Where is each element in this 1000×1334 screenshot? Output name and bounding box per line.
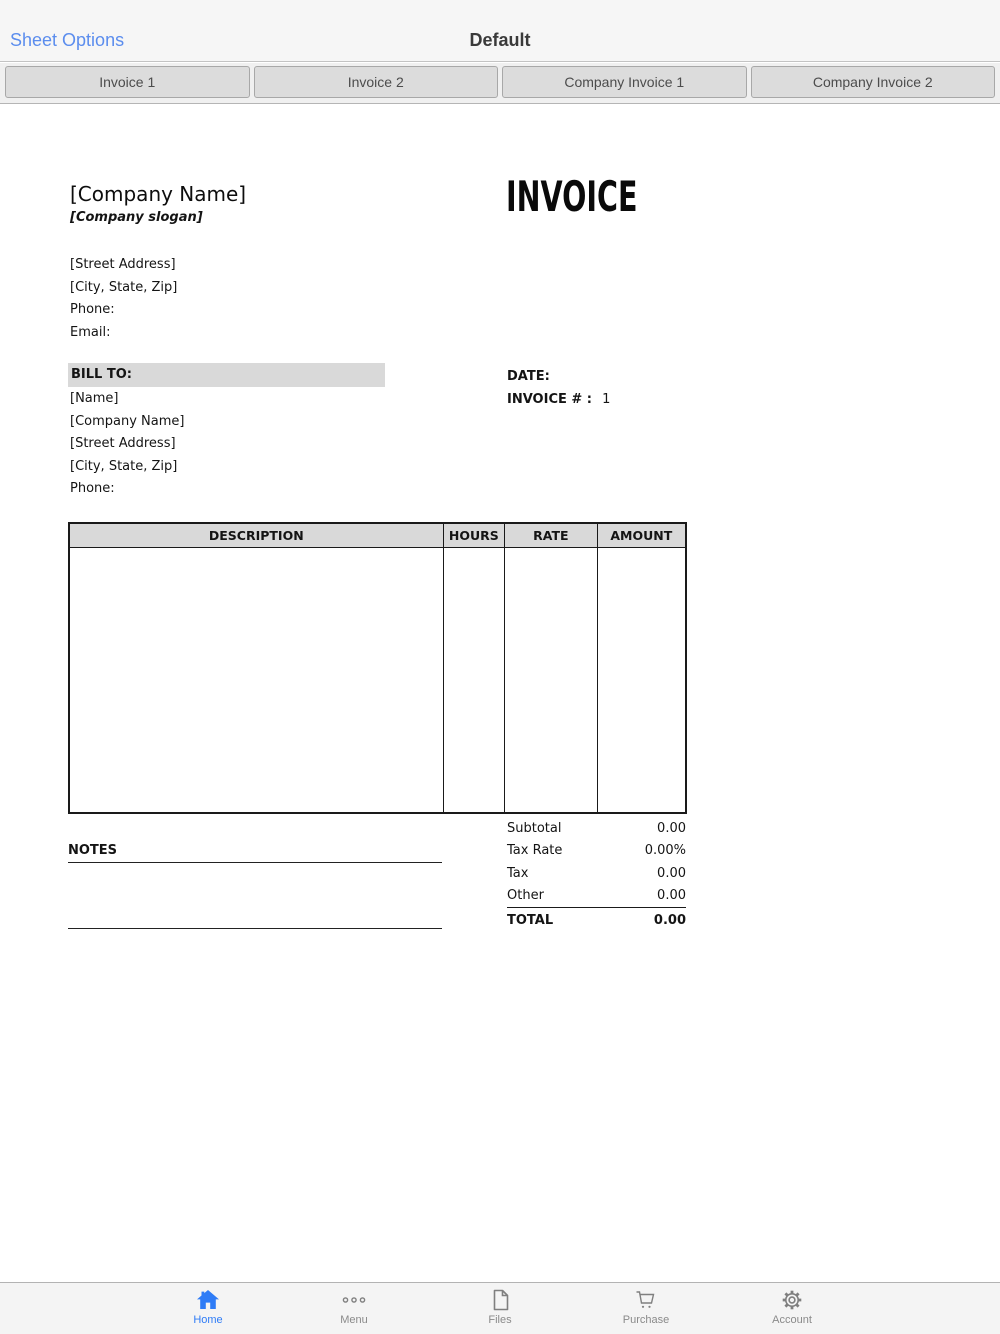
column-header-amount: AMOUNT [597, 524, 685, 547]
top-navbar [0, 0, 1000, 62]
tax-value: 0.00 [657, 865, 686, 881]
invoice-number-value: 1 [602, 391, 611, 407]
tab-home-label: Home [193, 1314, 223, 1326]
invoice-title: INVOICE [506, 172, 638, 221]
hours-cell-empty [443, 548, 505, 812]
grand-total-row [507, 908, 686, 932]
invoice-meta-block [507, 366, 610, 411]
subtotal-row [507, 817, 686, 840]
column-header-description: DESCRIPTION [208, 528, 304, 543]
bill-to-company: [Company Name] [70, 413, 185, 429]
tab-files-label: Files [488, 1314, 512, 1326]
tab-menu[interactable] [281, 1283, 427, 1334]
date-label: DATE: [507, 369, 550, 384]
column-header-rate: RATE [504, 524, 596, 547]
document-icon [487, 1287, 513, 1313]
bill-to-name: [Name] [70, 391, 119, 406]
other-label: Other [507, 888, 544, 904]
sheet-tab-invoice-2[interactable]: Invoice 2 [254, 66, 499, 98]
bill-to-header: BILL TO: [68, 363, 385, 387]
sheet-options-button[interactable]: Sheet Options [10, 25, 124, 55]
line-items-body [70, 548, 685, 812]
rate-cell-empty [504, 548, 596, 812]
tab-purchase[interactable] [573, 1283, 719, 1334]
tab-menu-label: Menu [340, 1314, 368, 1326]
notes-header: NOTES [68, 843, 442, 863]
bill-to-street: [Street Address] [70, 436, 176, 451]
tax-rate-row [507, 840, 686, 863]
line-items-header-row [70, 524, 685, 548]
tax-label: Tax [507, 865, 529, 881]
amount-cell-empty [597, 548, 685, 812]
invoice-number-label: INVOICE # : [507, 391, 593, 407]
bottom-tab-bar [0, 1282, 1000, 1334]
sheet-tab-company-invoice-2[interactable]: Company Invoice 2 [751, 66, 996, 98]
other-row [507, 885, 686, 909]
bill-to-block [70, 388, 184, 501]
bill-to-city-state-zip: [City, State, Zip] [70, 458, 178, 474]
description-cell-empty [70, 548, 443, 812]
date-row [507, 366, 610, 389]
tax-rate-value: 0.00% [644, 843, 686, 859]
grand-total-value: 0.00 [653, 912, 686, 928]
tab-home[interactable] [135, 1283, 281, 1334]
company-slogan: [Company slogan] [70, 210, 203, 225]
shopping-cart-icon [633, 1287, 659, 1313]
company-email: Email: [70, 324, 111, 340]
invoice-document-preview[interactable] [0, 105, 1000, 1282]
other-value: 0.00 [657, 888, 686, 904]
tab-account-label: Account [772, 1314, 812, 1326]
bill-to-phone: Phone: [70, 481, 115, 496]
tab-account[interactable] [719, 1283, 865, 1334]
tax-rate-label: Tax Rate [507, 843, 563, 859]
menu-dots-icon [341, 1287, 367, 1313]
page-title: Default [469, 30, 531, 50]
grand-total-label: TOTAL [507, 912, 554, 928]
company-name: [Company Name] [70, 182, 247, 206]
company-city-state-zip: [City, State, Zip] [70, 279, 178, 295]
gear-icon [779, 1287, 805, 1313]
notes-underline [68, 928, 442, 929]
line-items-table [68, 522, 687, 814]
tab-files[interactable] [427, 1283, 573, 1334]
sheet-tab-company-invoice-1[interactable]: Company Invoice 1 [502, 66, 747, 98]
tax-row [507, 862, 686, 885]
sheet-tab-invoice-1[interactable]: Invoice 1 [5, 66, 250, 98]
totals-block [507, 817, 686, 932]
sheet-tab-strip [0, 63, 1000, 104]
subtotal-label: Subtotal [507, 820, 562, 836]
home-icon [195, 1287, 221, 1313]
company-street: [Street Address] [70, 257, 176, 272]
column-header-hours: HOURS [443, 524, 505, 547]
company-address-block [70, 254, 177, 344]
subtotal-value: 0.00 [657, 820, 686, 836]
tab-purchase-label: Purchase [622, 1314, 670, 1326]
company-phone: Phone: [70, 302, 115, 317]
invoice-number-row [507, 389, 610, 412]
